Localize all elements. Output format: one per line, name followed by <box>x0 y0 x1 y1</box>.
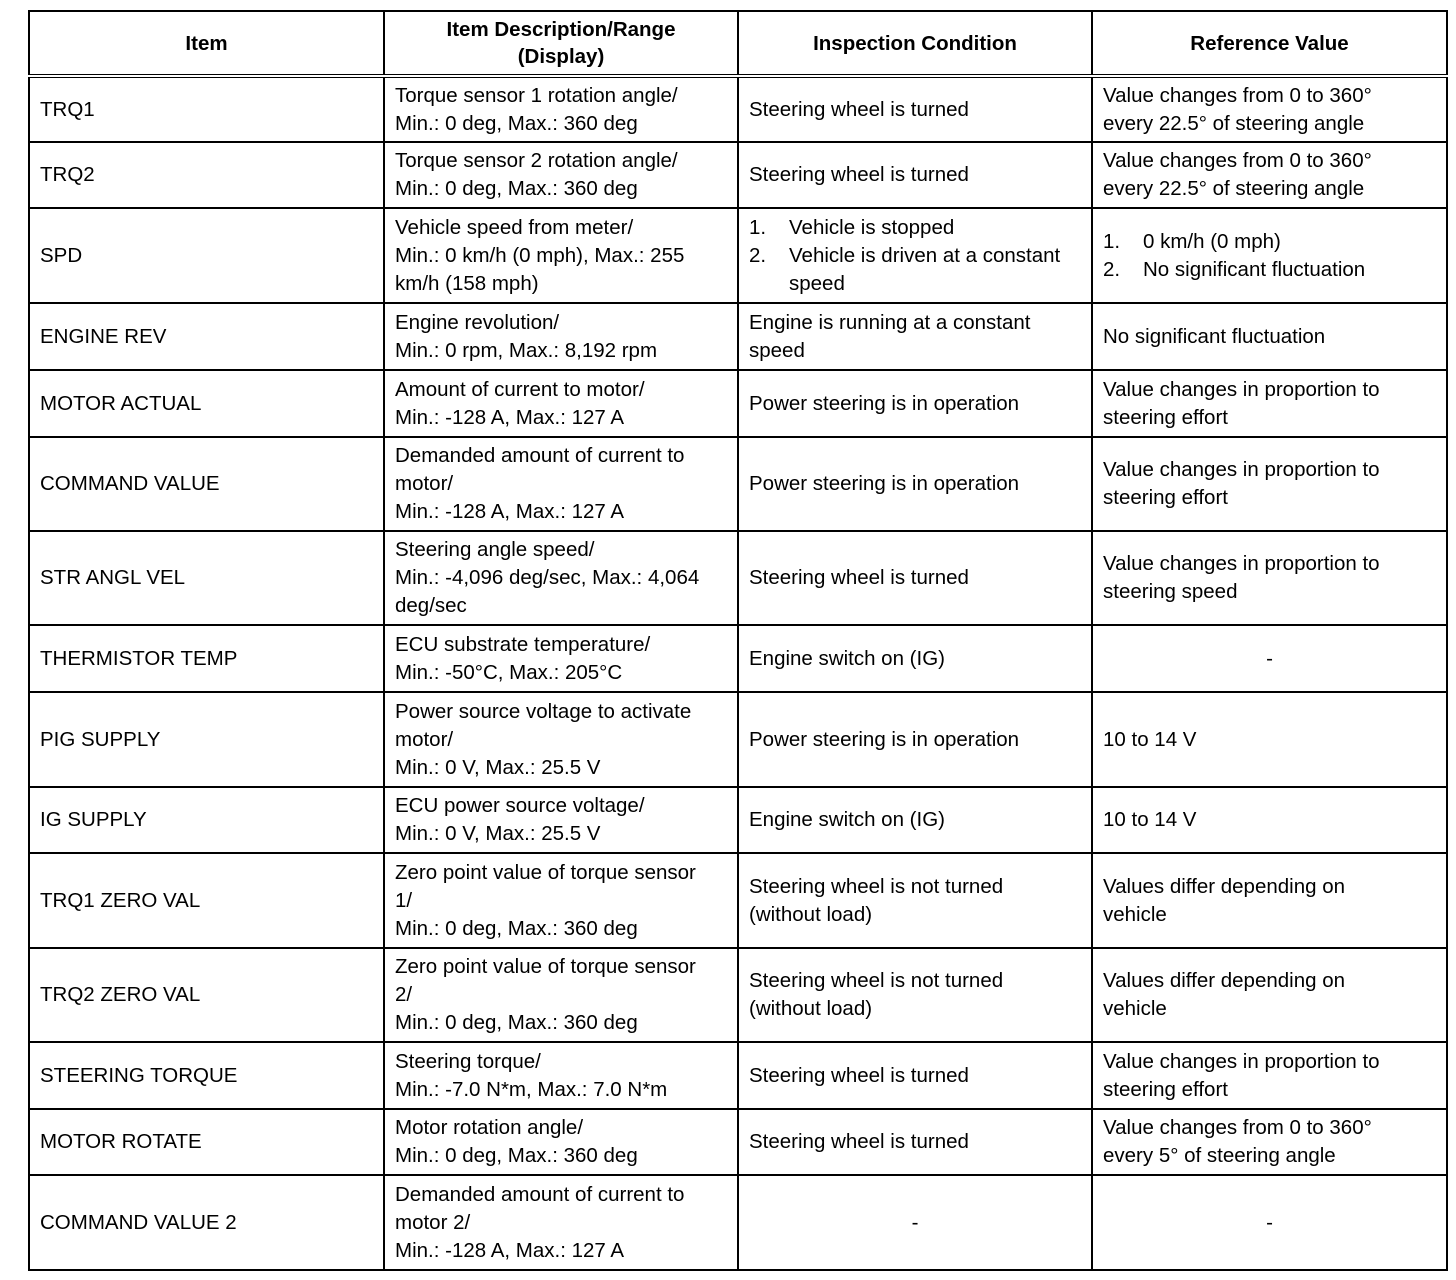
cell-item: TRQ1 ZERO VAL <box>29 853 384 948</box>
cell-description-line: Min.: 0 deg, Max.: 360 deg <box>395 177 638 200</box>
cell-condition-line: Engine switch on (IG) <box>749 808 945 831</box>
cell-condition <box>738 948 1092 1042</box>
cell-condition <box>738 437 1092 531</box>
table-row <box>29 1175 1447 1270</box>
cell-condition-line: (without load) <box>749 997 873 1020</box>
cell-reference-line: every 22.5° of steering angle <box>1103 111 1365 135</box>
cell-item: STEERING TORQUE <box>29 1042 384 1109</box>
cell-description-line: Zero point value of torque sensor <box>395 860 696 884</box>
list-number: 2. <box>1103 257 1121 281</box>
cell-condition <box>738 787 1092 853</box>
cell-reference <box>1092 437 1447 531</box>
cell-reference-line: 10 to 14 V <box>1103 808 1197 831</box>
cell-description-line: Min.: 0 V, Max.: 25.5 V <box>395 822 601 845</box>
header-condition: Inspection Condition <box>738 11 1092 76</box>
table-row <box>29 437 1447 531</box>
cell-reference-line: Value changes from 0 to 360° <box>1103 83 1372 107</box>
cell-reference-line: every 22.5° of steering angle <box>1103 177 1365 200</box>
cell-description <box>384 142 738 208</box>
cell-reference-line: steering effort <box>1103 405 1228 429</box>
cell-item: ENGINE REV <box>29 303 384 370</box>
table-row <box>29 76 1447 142</box>
cell-description-line: Zero point value of torque sensor <box>395 955 696 978</box>
cell-condition-line: Engine is running at a constant <box>749 310 1031 334</box>
header-description <box>384 11 738 76</box>
cell-description-line: Steering angle speed/ <box>395 538 595 561</box>
cell-condition <box>738 1042 1092 1109</box>
table-row <box>29 692 1447 787</box>
list-number: 2. <box>749 243 767 267</box>
cell-item: STR ANGL VEL <box>29 531 384 625</box>
cell-description-line: motor/ <box>395 472 454 495</box>
cell-reference-line: steering speed <box>1103 580 1238 603</box>
cell-condition-line: Steering wheel is turned <box>749 163 969 186</box>
cell-description <box>384 853 738 948</box>
cell-condition-line: Power steering is in operation <box>749 472 1020 495</box>
cell-description <box>384 787 738 853</box>
cell-condition <box>738 208 1092 303</box>
cell-condition <box>738 76 1092 142</box>
cell-reference-line: No significant fluctuation <box>1103 324 1326 348</box>
cell-description-line: Demanded amount of current to <box>395 1182 685 1206</box>
cell-description-line: km/h (158 mph) <box>395 271 539 295</box>
cell-item: COMMAND VALUE 2 <box>29 1175 384 1270</box>
header-row <box>29 11 1447 76</box>
cell-item: TRQ2 ZERO VAL <box>29 948 384 1042</box>
cell-description <box>384 948 738 1042</box>
cell-description-line: Min.: -128 A, Max.: 127 A <box>395 1238 625 1262</box>
table-row <box>29 303 1447 370</box>
cell-description-line: 1/ <box>395 888 413 912</box>
cell-description-line: Power source voltage to activate <box>395 699 692 723</box>
cell-description-line: Demanded amount of current to <box>395 444 685 467</box>
data-list-table <box>28 10 1448 1271</box>
cell-item: TRQ1 <box>29 76 384 142</box>
table-body <box>29 76 1447 1270</box>
cell-description <box>384 531 738 625</box>
cell-description-line: Min.: 0 km/h (0 mph), Max.: 255 <box>395 243 685 267</box>
cell-condition-line: Steering wheel is not turned <box>749 874 1004 898</box>
cell-condition-line: Steering wheel is turned <box>749 1063 969 1087</box>
cell-reference-line: Values differ depending on <box>1103 874 1346 898</box>
cell-description-line: Torque sensor 1 rotation angle/ <box>395 83 678 107</box>
cell-description <box>384 1175 738 1270</box>
cell-reference: - <box>1092 625 1447 692</box>
cell-description-line: ECU power source voltage/ <box>395 794 645 817</box>
cell-reference-line: Value changes in proportion to <box>1103 552 1380 575</box>
cell-condition: - <box>738 1175 1092 1270</box>
cell-description <box>384 208 738 303</box>
header-description-line2: (Display) <box>517 45 605 68</box>
cell-description-line: Min.: -4,096 deg/sec, Max.: 4,064 <box>395 566 700 589</box>
cell-reference <box>1092 142 1447 208</box>
cell-item: MOTOR ROTATE <box>29 1109 384 1175</box>
table-row <box>29 208 1447 303</box>
table-row <box>29 948 1447 1042</box>
table-row <box>29 1042 1447 1109</box>
table-header <box>29 11 1447 76</box>
cell-condition-line: Steering wheel is turned <box>749 1130 969 1153</box>
header-reference: Reference Value <box>1092 11 1447 76</box>
cell-description <box>384 625 738 692</box>
cell-reference <box>1092 853 1447 948</box>
cell-description-line: deg/sec <box>395 594 467 617</box>
cell-reference-numbered-list <box>1103 228 1436 284</box>
cell-condition-line: Power steering is in operation <box>749 391 1020 415</box>
table-row <box>29 787 1447 853</box>
cell-reference <box>1092 303 1447 370</box>
list-text: Vehicle is stopped <box>789 215 955 239</box>
cell-description-line: Min.: -128 A, Max.: 127 A <box>395 500 625 523</box>
cell-description-line: Torque sensor 2 rotation angle/ <box>395 149 678 172</box>
cell-item: THERMISTOR TEMP <box>29 625 384 692</box>
list-number: 1. <box>1103 229 1121 253</box>
cell-description-line: Motor rotation angle/ <box>395 1116 584 1139</box>
cell-description-line: Min.: 0 deg, Max.: 360 deg <box>395 1144 638 1167</box>
cell-reference <box>1092 1042 1447 1109</box>
cell-condition <box>738 853 1092 948</box>
table-row <box>29 853 1447 948</box>
cell-reference-line: Value changes in proportion to <box>1103 458 1380 481</box>
cell-condition <box>738 531 1092 625</box>
cell-condition-numbered-list <box>749 214 1081 298</box>
cell-reference <box>1092 948 1447 1042</box>
cell-item: TRQ2 <box>29 142 384 208</box>
cell-reference-line: Value changes in proportion to <box>1103 1049 1380 1073</box>
cell-description-line: Min.: 0 deg, Max.: 360 deg <box>395 1011 638 1034</box>
cell-description-line: 2/ <box>395 983 413 1006</box>
cell-condition <box>738 303 1092 370</box>
cell-description <box>384 1042 738 1109</box>
cell-reference <box>1092 76 1447 142</box>
header-item: Item <box>29 11 384 76</box>
table-row <box>29 142 1447 208</box>
cell-reference-line: Values differ depending on <box>1103 969 1346 992</box>
cell-description-line: motor/ <box>395 727 454 751</box>
cell-item: PIG SUPPLY <box>29 692 384 787</box>
cell-reference: - <box>1092 1175 1447 1270</box>
cell-description-line: Min.: 0 deg, Max.: 360 deg <box>395 916 638 940</box>
cell-reference <box>1092 787 1447 853</box>
cell-reference-line: vehicle <box>1103 902 1167 926</box>
cell-reference <box>1092 1109 1447 1175</box>
cell-description <box>384 303 738 370</box>
cell-description-line: Min.: 0 deg, Max.: 360 deg <box>395 111 638 135</box>
cell-item: MOTOR ACTUAL <box>29 370 384 437</box>
cell-reference-line: 10 to 14 V <box>1103 727 1197 751</box>
cell-description <box>384 692 738 787</box>
cell-reference-line: steering effort <box>1103 1077 1228 1101</box>
cell-description-line: Engine revolution/ <box>395 310 560 334</box>
list-text: 0 km/h (0 mph) <box>1143 229 1281 253</box>
cell-description-line: Min.: -128 A, Max.: 127 A <box>395 405 625 429</box>
table-row <box>29 1109 1447 1175</box>
cell-description-line: Steering torque/ <box>395 1049 541 1073</box>
cell-description <box>384 437 738 531</box>
numbered-list-item <box>749 242 1081 298</box>
numbered-list-item <box>1103 256 1436 284</box>
cell-description-line: Min.: 0 rpm, Max.: 8,192 rpm <box>395 338 658 362</box>
cell-condition <box>738 142 1092 208</box>
cell-reference <box>1092 692 1447 787</box>
cell-description-line: Vehicle speed from meter/ <box>395 215 634 239</box>
cell-item: IG SUPPLY <box>29 787 384 853</box>
numbered-list-item <box>1103 228 1436 256</box>
cell-condition-line: Steering wheel is not turned <box>749 969 1004 992</box>
cell-reference <box>1092 531 1447 625</box>
cell-description-line: ECU substrate temperature/ <box>395 632 651 656</box>
list-number: 1. <box>749 215 767 239</box>
cell-reference-line: Value changes from 0 to 360° <box>1103 149 1372 172</box>
table-row <box>29 625 1447 692</box>
cell-reference-line: vehicle <box>1103 997 1167 1020</box>
cell-condition-line: Power steering is in operation <box>749 727 1020 751</box>
cell-description-line: Amount of current to motor/ <box>395 377 645 401</box>
cell-condition <box>738 625 1092 692</box>
cell-condition-line: Steering wheel is turned <box>749 97 969 121</box>
cell-condition-line: Engine switch on (IG) <box>749 646 945 670</box>
numbered-list-item <box>749 214 1081 242</box>
table-row <box>29 370 1447 437</box>
cell-condition-line: Steering wheel is turned <box>749 566 969 589</box>
cell-description-line: Min.: -7.0 N*m, Max.: 7.0 N*m <box>395 1077 668 1101</box>
header-description-line1: Item Description/Range <box>446 18 676 41</box>
cell-reference-line: steering effort <box>1103 486 1228 509</box>
cell-reference <box>1092 370 1447 437</box>
cell-condition <box>738 370 1092 437</box>
table-row <box>29 531 1447 625</box>
cell-description-line: Min.: 0 V, Max.: 25.5 V <box>395 755 601 779</box>
cell-item: SPD <box>29 208 384 303</box>
cell-description-line: motor 2/ <box>395 1210 471 1234</box>
cell-description-line: Min.: -50°C, Max.: 205°C <box>395 660 623 684</box>
cell-description <box>384 1109 738 1175</box>
cell-reference-line: every 5° of steering angle <box>1103 1144 1336 1167</box>
cell-description <box>384 76 738 142</box>
list-text: No significant fluctuation <box>1143 257 1366 281</box>
cell-reference <box>1092 208 1447 303</box>
list-text: Vehicle is driven at a constant speed <box>789 243 1061 295</box>
cell-condition <box>738 692 1092 787</box>
cell-description <box>384 370 738 437</box>
cell-condition <box>738 1109 1092 1175</box>
cell-condition-line: speed <box>749 338 805 362</box>
cell-condition-line: (without load) <box>749 902 873 926</box>
cell-reference-line: Value changes from 0 to 360° <box>1103 1116 1372 1139</box>
cell-item: COMMAND VALUE <box>29 437 384 531</box>
cell-reference-line: Value changes in proportion to <box>1103 377 1380 401</box>
